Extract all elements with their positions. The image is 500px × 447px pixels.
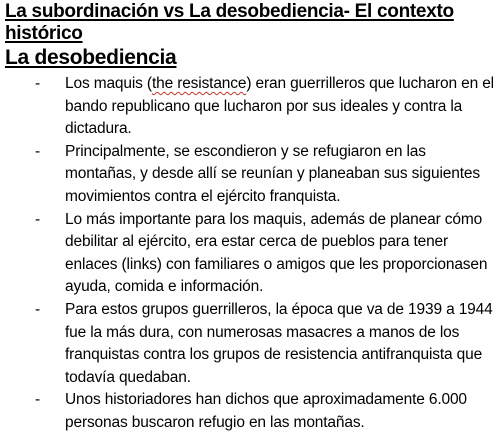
bullet-text-1-end: ) eran guerrilleros que lucharon en el bando republicano que lucharon por sus ideales y contra la dictadura. bbox=[65, 75, 494, 138]
bullet-item-4 bbox=[5, 299, 496, 389]
bullet-dash: - bbox=[35, 75, 41, 92]
spellcheck-marked-text: the resistance bbox=[151, 75, 247, 92]
section-heading: La desobediencia bbox=[5, 46, 177, 69]
bullet-item-3 bbox=[5, 209, 496, 299]
bullet-text-4: Para estos grupos guerrilleros, la época que va de 1939 a 1944 fue la más dura, con numerosas masacres a manos de los franquistas contra los grupos de resistencia antifranquista que todavía quedaban. bbox=[65, 300, 493, 386]
bullet-item-1 bbox=[5, 73, 496, 141]
bullet-item-5 bbox=[5, 389, 496, 434]
bullet-text-2: Principalmente, se escondieron y se refugiaron en las montañas, y desde allí se reunían y planeaban sus siguientes movimientos contra el ejército franquista. bbox=[65, 142, 480, 205]
bullet-text-1 bbox=[65, 73, 496, 141]
bullet-text-1-start: Los maquis ( bbox=[65, 75, 152, 92]
bullet-text-3: Lo más importante para los maquis, además de planear cómo debilitar al ejército, era estar cerca de pueblos para tener enlaces (links) con familiares o amigos que les proporcionasen ayuda, comida e información. bbox=[65, 210, 488, 296]
document-title: La subordinación vs La desobediencia- El contexto histórico bbox=[5, 1, 454, 44]
bullet-list bbox=[5, 73, 496, 435]
bullet-dash: - bbox=[35, 300, 41, 318]
bullet-dash: - bbox=[35, 210, 41, 228]
bullet-dash: - bbox=[35, 391, 41, 409]
bullet-item-2 bbox=[5, 141, 496, 209]
bullet-dash: - bbox=[35, 142, 41, 160]
bullet-text-5: Unos historiadores han dichos que aproximadamente 6.000 personas buscaron refugio en las montañas. bbox=[65, 391, 467, 431]
